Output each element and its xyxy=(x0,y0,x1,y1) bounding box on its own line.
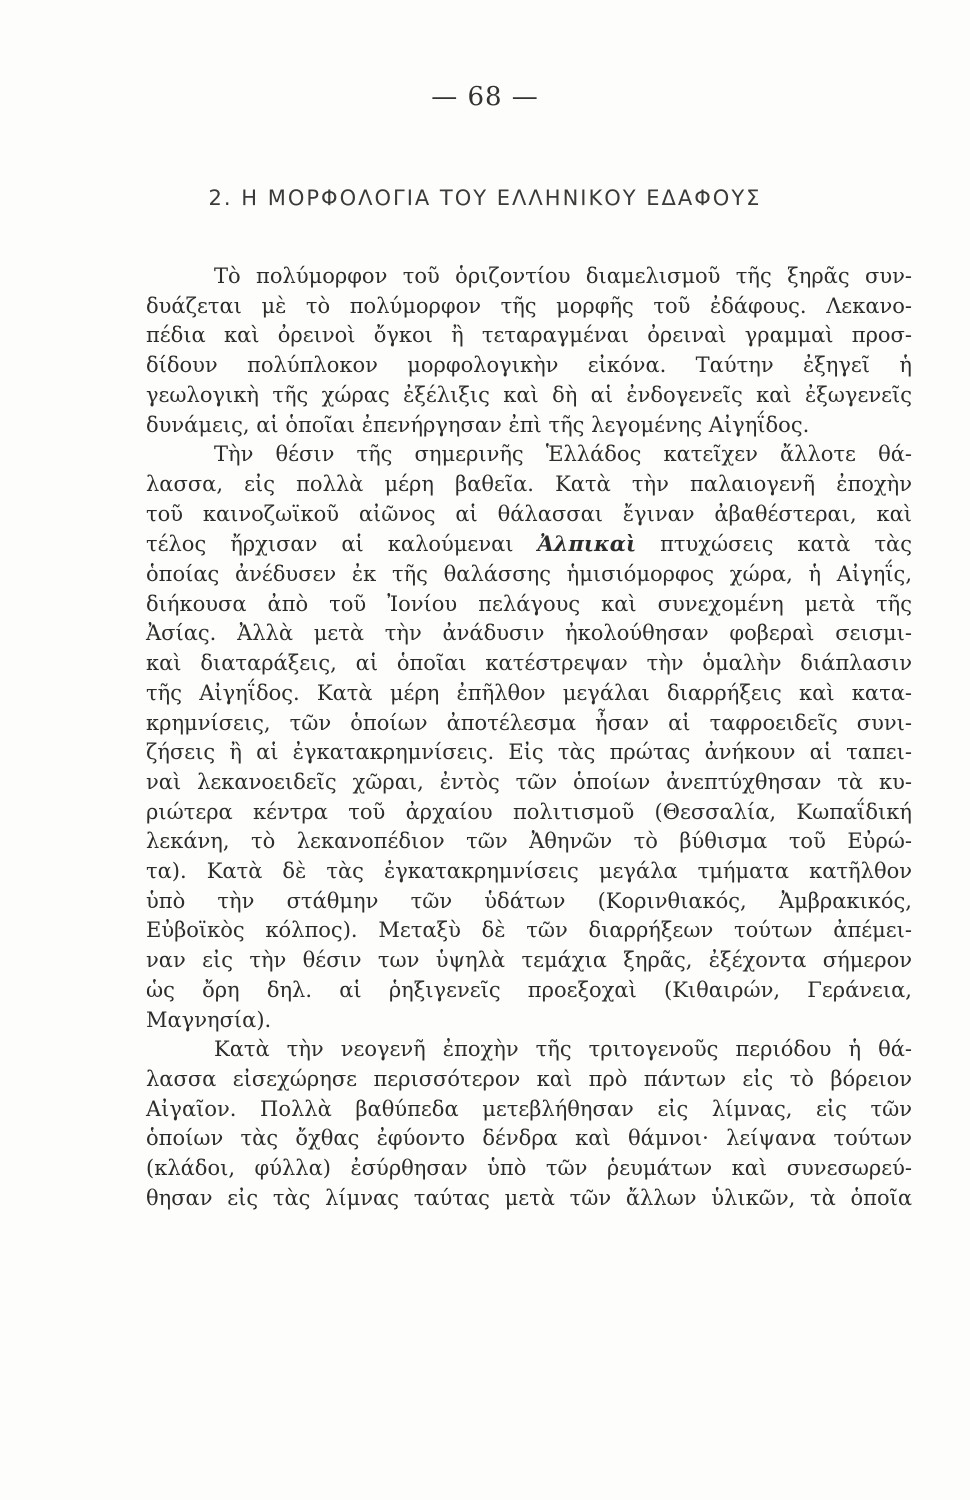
text-line: γεωλογικὴ τῆς χώρας ἐξέλιξις καὶ δὴ αἱ ἐνδογενεῖς καὶ ἐξωγενεῖς xyxy=(146,382,912,407)
text-line: ζήσεις ἢ αἱ ἐγκατακρημνίσεις. Εἰς τὰς πρώτας ἀνήκουν αἱ ταπει- xyxy=(146,740,912,765)
text-line: ναν εἰς τὴν θέσιν των ὑψηλὰ τεμάχια ξηρᾶς, ἐξέχοντα σήμερον xyxy=(146,948,912,973)
body-text xyxy=(146,262,912,1214)
text-line: δυάζεται μὲ τὸ πολύμορφον τῆς μορφῆς τοῦ ἐδάφους. Λεκανο- xyxy=(146,293,912,318)
text-line: καὶ διαταράξεις, αἱ ὁποῖαι κατέστρεψαν τὴν ὁμαλὴν διάπλασιν xyxy=(146,651,912,676)
text-line: Τὴν θέσιν τῆς σημερινῆς Ἑλλάδος κατεῖχεν ἄλλοτε θά- xyxy=(214,442,912,467)
text-line: (κλάδοι, φύλλα) ἐσύρθησαν ὑπὸ τῶν ῥευμάτων καὶ συνεσωρεύ- xyxy=(146,1156,912,1181)
text-line: διήκουσα ἀπὸ τοῦ Ἰονίου πελάγους καὶ συνεχομένη μετὰ τῆς xyxy=(146,591,912,616)
text-line: λεκάνη, τὸ λεκανοπέδιον τῶν Ἀθηνῶν τὸ βύθισμα τοῦ Εὐρώ- xyxy=(146,829,912,854)
text-line: τοῦ καινοζωϊκοῦ αἰῶνος αἱ θάλασσαι ἔγιναν ἀβαθέστεραι, καὶ xyxy=(146,501,912,526)
text-line: Εὐβοϊκὸς κόλπος). Μεταξὺ δὲ τῶν διαρρήξεων τούτων ἀπέμει- xyxy=(146,918,912,943)
text-line: Κατὰ τὴν νεογενῆ ἐποχὴν τῆς τριτογενοῦς περιόδου ἡ θά- xyxy=(214,1037,912,1062)
text-line: Αἰγαῖον. Πολλὰ βαθύπεδα μετεβλήθησαν εἰς λίμνας, εἰς τῶν xyxy=(146,1096,912,1121)
text-line: δίδουν πολύπλοκον μορφολογικὴν εἰκόνα. Ταύτην ἐξηγεῖ ἡ xyxy=(146,353,912,378)
text-line: ὁποίας ἀνέδυσεν ἐκ τῆς θαλάσσης ἡμισιόμορφος χώρα, ἡ Αἰγηΐς, xyxy=(146,562,912,587)
text-line: κρημνίσεις, τῶν ὁποίων ἀποτέλεσμα ἦσαν αἱ ταφροειδεῖς συνι- xyxy=(146,710,912,735)
text-line: ριώτερα κέντρα τοῦ ἀρχαίου πολιτισμοῦ (Θεσσαλία, Κωπαΐδική xyxy=(146,799,912,824)
emphasized-term: Ἀλπικαὶ xyxy=(537,531,637,557)
text-line: ὑπὸ τὴν στάθμην τῶν ὑδάτων (Κορινθιακός, Ἀμβρακικός, xyxy=(146,888,912,913)
text-line: τα). Κατὰ δὲ τὰς ἐγκατακρημνίσεις μεγάλα τμήματα κατῆλθον xyxy=(146,859,912,884)
text-line: θησαν εἰς τὰς λίμνας ταύτας μετὰ τῶν ἄλλων ὑλικῶν, τὰ ὁποῖα xyxy=(146,1185,912,1210)
text-line: δυνάμεις, αἱ ὁποῖαι ἐπενήργησαν ἐπὶ τῆς λεγομένης Αἰγηΐδος. xyxy=(146,412,810,437)
text-line: τῆς Αἰγηΐδος. Κατὰ μέρη ἐπῆλθον μεγάλαι διαρρήξεις καὶ κατα- xyxy=(146,680,912,705)
section-heading: 2. Η ΜΟΡΦΟΛΟΓΙΑ ΤΟΥ ΕΛΛΗΝΙΚΟΥ ΕΔΑΦΟΥΣ xyxy=(208,186,762,210)
text-line: λασσα, εἰς πολλὰ μέρη βαθεῖα. Κατὰ τὴν παλαιογενῆ ἐποχὴν xyxy=(146,471,912,496)
text-line: Τὸ πολύμορφον τοῦ ὁριζοντίου διαμελισμοῦ τῆς ξηρᾶς συν- xyxy=(214,264,912,288)
text-line: ὁποίων τὰς ὄχθας ἐφύοντο δένδρα καὶ θάμνοι· λείψανα τούτων xyxy=(146,1126,912,1151)
text-line: πέδια καὶ ὀρεινοὶ ὄγκοι ἢ τεταραγμέναι ὀρειναὶ γραμμαὶ προσ- xyxy=(146,323,912,348)
text-line: Μαγνησία). xyxy=(146,1007,272,1032)
text-line: ναὶ λεκανοειδεῖς χῶραι, ἐντὸς τῶν ὁποίων ἀνεπτύχθησαν τὰ κυ- xyxy=(146,769,912,794)
text-line: Ἀσίας. Ἀλλὰ μετὰ τὴν ἀνάδυσιν ἠκολούθησαν φοβεραὶ σεισμι- xyxy=(146,621,912,646)
text-line: τέλος ἤρχισαν αἱ καλούμεναι Ἀλπικαὶ πτυχώσεις κατὰ τὰς xyxy=(146,531,913,557)
text-line: ὡς ὄρη δηλ. αἱ ῥηξιγενεῖς προεξοχαὶ (Κιθαιρών, Γεράνεια, xyxy=(146,977,912,1002)
text-line: λασσα εἰσεχώρησε περισσότερον καὶ πρὸ πάντων εἰς τὸ βόρειον xyxy=(146,1066,912,1091)
page-number: — 68 — xyxy=(431,82,539,112)
